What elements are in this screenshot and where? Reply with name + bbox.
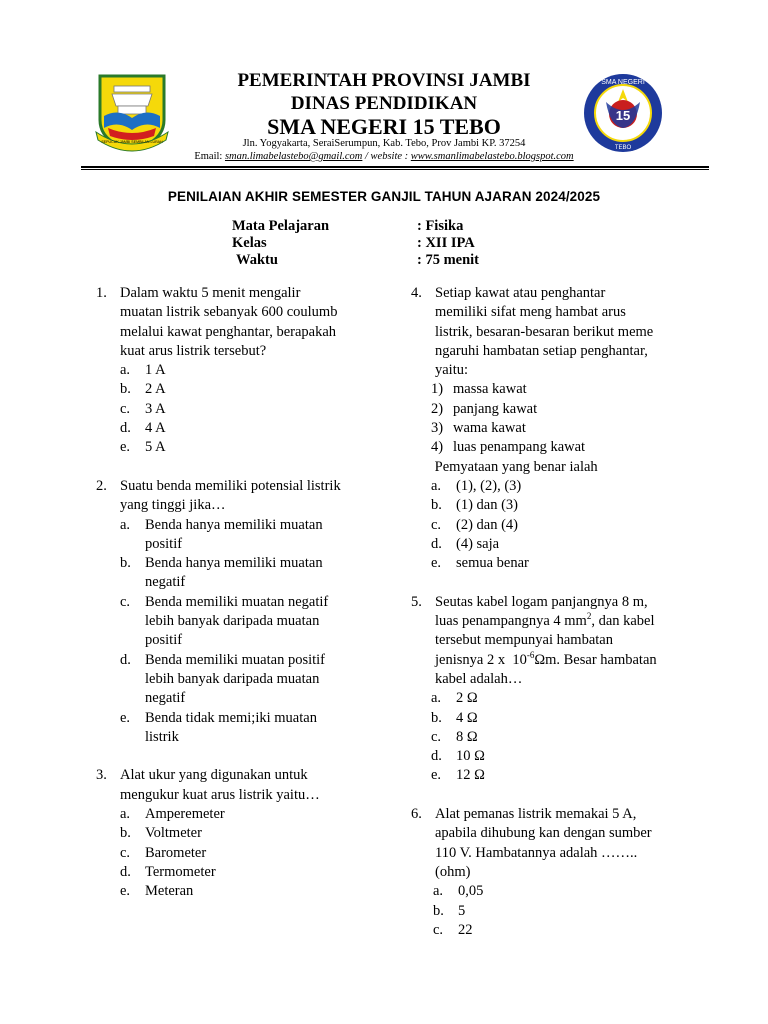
answer-option[interactable] — [120, 882, 376, 901]
option-text: semua benar — [456, 555, 529, 572]
option-text: 3 A — [145, 400, 166, 417]
statement-label: 3) — [431, 420, 444, 437]
answer-option[interactable] — [431, 747, 701, 766]
question-text-line: kabel adalah… — [435, 670, 523, 687]
class-label: Kelas — [232, 235, 267, 251]
option-label: a. — [431, 690, 442, 707]
answer-option[interactable] — [120, 863, 376, 882]
option-text: lebih banyak daripada muatan — [145, 613, 320, 630]
text-fragment: , dan kabel — [591, 613, 655, 630]
question-number: 1. — [96, 285, 107, 301]
header-divider-thin — [81, 169, 709, 170]
answer-option[interactable] — [120, 361, 376, 380]
answer-option[interactable] — [120, 824, 376, 843]
header-province: PEMERINTAH PROVINSI JAMBI — [237, 70, 531, 91]
option-label: c. — [120, 400, 131, 417]
answer-option[interactable] — [120, 516, 376, 555]
statement-prompt: Pemyataan yang benar ialah — [431, 458, 598, 475]
question-text-line: Seutas kabel logam panjangnya 8 m, — [435, 593, 648, 610]
option-label: e. — [120, 439, 131, 456]
option-label: e. — [431, 555, 442, 572]
email-label: Email: — [194, 151, 225, 162]
answer-option[interactable] — [431, 477, 701, 496]
answer-option[interactable] — [431, 689, 701, 708]
question-text-line: tersebut mempunyai hambatan — [435, 632, 613, 649]
option-text: 2 Ω — [456, 690, 478, 707]
option-text: 0,05 — [458, 883, 484, 900]
text-fragment: Ωm. Besar hambatan — [534, 651, 657, 668]
question-number: 3. — [96, 767, 107, 784]
option-label: b. — [431, 709, 442, 726]
statement-text: wama kawat — [453, 420, 526, 437]
option-label: a. — [120, 516, 131, 533]
statement-text: luas penampang kawat — [453, 439, 586, 456]
option-text: Amperemeter — [145, 806, 225, 823]
option-label: c. — [431, 516, 442, 533]
option-text: 5 A — [145, 439, 166, 456]
option-text: 5 — [458, 902, 466, 919]
option-label: d. — [120, 863, 131, 880]
questions-right-column — [411, 284, 701, 940]
option-text: 12 Ω — [456, 767, 485, 784]
question-2 — [96, 477, 376, 747]
answer-option[interactable] — [431, 535, 701, 554]
question-text-line: apabila dihubung kan dengan sumber — [435, 825, 652, 842]
question-text-line: (ohm) — [435, 863, 471, 880]
question-text-line: memiliki sifat meng hambat arus — [435, 304, 626, 321]
header-address: Jln. Yogyakarta, SeraiSerumpun, Kab. Tebo, Prov Jambi KP. 37254 — [242, 138, 526, 149]
answer-option[interactable] — [120, 400, 376, 419]
answer-option[interactable] — [433, 921, 701, 940]
question-text-line: mengukur kuat arus listrik yaitu… — [120, 786, 320, 803]
option-text: Voltmeter — [145, 825, 202, 842]
option-label: b. — [120, 825, 131, 842]
question-4 — [411, 284, 701, 380]
option-label: a. — [431, 477, 442, 494]
email-link[interactable]: sman.limabelastebo@gmail.com — [224, 151, 363, 162]
option-text: Benda hanya memiliki muatan — [145, 516, 323, 533]
option-label: c. — [433, 921, 444, 938]
answer-option[interactable] — [120, 554, 376, 593]
header-school-name: SMA NEGERI 15 TEBO — [267, 114, 501, 139]
option-text: Benda tidak memi;iki muatan — [145, 709, 317, 726]
answer-option[interactable] — [431, 728, 701, 747]
subject-label: Mata Pelajaran — [232, 218, 330, 234]
option-text: 4 A — [145, 420, 166, 437]
school-logo-bottom-text: TEBO — [614, 145, 632, 151]
question-text-line — [435, 612, 701, 631]
answer-option[interactable] — [120, 709, 376, 748]
answer-option[interactable] — [120, 805, 376, 824]
time-label: Waktu — [236, 252, 278, 268]
question-text-line: Alat pemanas listrik memakai 5 A, — [435, 806, 637, 823]
statement-text: massa kawat — [453, 381, 527, 398]
question-text-line: muatan listrik sebanyak 600 coulumb — [120, 304, 338, 321]
answer-option[interactable] — [120, 380, 376, 399]
option-label: e. — [120, 883, 131, 900]
option-text: Meteran — [145, 883, 194, 900]
questions-left-column — [96, 284, 376, 902]
statement-label: 4) — [431, 439, 444, 456]
question-text-line: yaitu: — [435, 362, 469, 379]
statement-item — [431, 438, 701, 457]
option-text: negatif — [145, 690, 186, 707]
option-label: d. — [120, 420, 131, 437]
option-label: c. — [431, 728, 442, 745]
answer-option[interactable] — [431, 554, 701, 573]
question-text-line: kuat arus listrik tersebut? — [120, 342, 267, 359]
option-label: b. — [120, 555, 131, 572]
answer-option[interactable] — [120, 651, 376, 709]
header-contact — [0, 151, 768, 162]
answer-option[interactable] — [120, 844, 376, 863]
statement-list — [411, 380, 701, 457]
website-label: / website : — [362, 151, 411, 162]
question-5 — [411, 593, 701, 689]
header-department: DINAS PENDIDIKAN — [290, 93, 478, 114]
statement-label: 2) — [431, 400, 444, 417]
question-text-line: Suatu benda memiliki potensial listrik — [120, 477, 341, 494]
answer-option[interactable] — [120, 438, 376, 457]
option-text: Barometer — [145, 844, 207, 861]
school-logo-number: 15 — [615, 108, 631, 123]
option-label: d. — [120, 651, 131, 668]
statement-item — [431, 419, 701, 438]
option-text: (2) dan (4) — [456, 516, 519, 533]
class-value: : XII IPA — [417, 235, 475, 251]
question-text-line: yang tinggi jika… — [120, 497, 226, 514]
answer-option[interactable] — [431, 709, 701, 728]
option-text: 2 A — [145, 381, 166, 398]
option-text: (4) saja — [456, 535, 500, 552]
answer-option[interactable] — [433, 882, 701, 901]
question-text-line: Setiap kawat atau penghantar — [435, 285, 606, 301]
option-text: negatif — [145, 574, 186, 591]
time-value: : 75 menit — [417, 252, 480, 268]
option-label: e. — [431, 767, 442, 784]
question-text-line: 110 V. Hambatannya adalah …….. — [435, 844, 638, 861]
option-label: d. — [431, 535, 442, 552]
option-label: d. — [431, 748, 442, 765]
option-text: listrik — [145, 728, 179, 745]
option-text: Benda hanya memiliki muatan — [145, 555, 323, 572]
question-text-line — [435, 651, 701, 670]
option-label: e. — [120, 709, 131, 726]
answer-option[interactable] — [431, 766, 701, 785]
school-logo-top-text: SMA NEGERI — [601, 79, 645, 86]
option-label: b. — [433, 902, 444, 919]
option-text: 1 A — [145, 362, 166, 379]
answer-option[interactable] — [431, 516, 701, 535]
question-text-line: Dalam waktu 5 menit mengalir — [120, 285, 301, 301]
option-label: c. — [120, 593, 131, 610]
option-text: Benda memiliki muatan negatif — [145, 593, 329, 610]
question-6 — [411, 805, 701, 882]
statement-item — [431, 400, 701, 419]
option-text: (1), (2), (3) — [456, 477, 522, 494]
answer-option[interactable] — [433, 902, 701, 921]
answer-option[interactable] — [120, 419, 376, 438]
option-text: lebih banyak daripada muatan — [145, 670, 320, 687]
option-text: 22 — [458, 921, 473, 938]
question-text-line: melalui kawat penghantar, berapakah — [120, 323, 337, 340]
website-link[interactable]: www.smanlimabelastebo.blogspot.com — [410, 151, 574, 162]
question-number: 6. — [411, 806, 422, 823]
exam-title: PENILAIAN AKHIR SEMESTER GANJIL TAHUN AJARAN 2024/2025 — [167, 189, 601, 204]
option-text: positif — [145, 632, 183, 649]
text-fragment: luas penampangnya 4 mm — [435, 613, 587, 630]
question-text-line: Alat ukur yang digunakan untuk — [120, 767, 308, 784]
text-fragment: jenisnya 2 x 10 — [435, 651, 527, 668]
option-text: 8 Ω — [456, 728, 478, 745]
option-label: a. — [120, 806, 131, 823]
option-label: a. — [433, 883, 444, 900]
statement-label: 1) — [431, 381, 444, 398]
superscript: 2 — [586, 611, 592, 622]
question-text-line: ngaruhi hambatan setiap penghantar, — [435, 342, 648, 359]
question-text-line: listrik, besaran-besaran berikut meme — [435, 323, 654, 340]
answer-option[interactable] — [120, 593, 376, 651]
option-text: 10 Ω — [456, 748, 485, 765]
question-number: 4. — [411, 285, 422, 301]
option-label: a. — [120, 362, 131, 379]
question-3 — [96, 766, 376, 901]
statement-item — [431, 380, 701, 399]
option-text: Benda memiliki muatan positif — [145, 651, 326, 668]
option-label: b. — [431, 497, 442, 514]
question-1 — [96, 284, 376, 458]
option-label: b. — [120, 381, 131, 398]
option-text: positif — [145, 535, 183, 552]
statement-text: panjang kawat — [453, 400, 538, 417]
question-number: 2. — [96, 477, 107, 494]
option-text: Termometer — [145, 863, 216, 880]
jambi-logo-motto: SEPUCUK JAMBI SEMBILAN LURAH — [101, 140, 163, 144]
answer-option[interactable] — [431, 496, 701, 515]
option-label: c. — [120, 844, 131, 861]
option-text: (1) dan (3) — [456, 497, 519, 514]
header-divider-thick — [81, 166, 709, 168]
question-number: 5. — [411, 593, 422, 610]
option-text: 4 Ω — [456, 709, 478, 726]
subject-value: : Fisika — [417, 218, 464, 234]
superscript: -6 — [526, 649, 535, 660]
